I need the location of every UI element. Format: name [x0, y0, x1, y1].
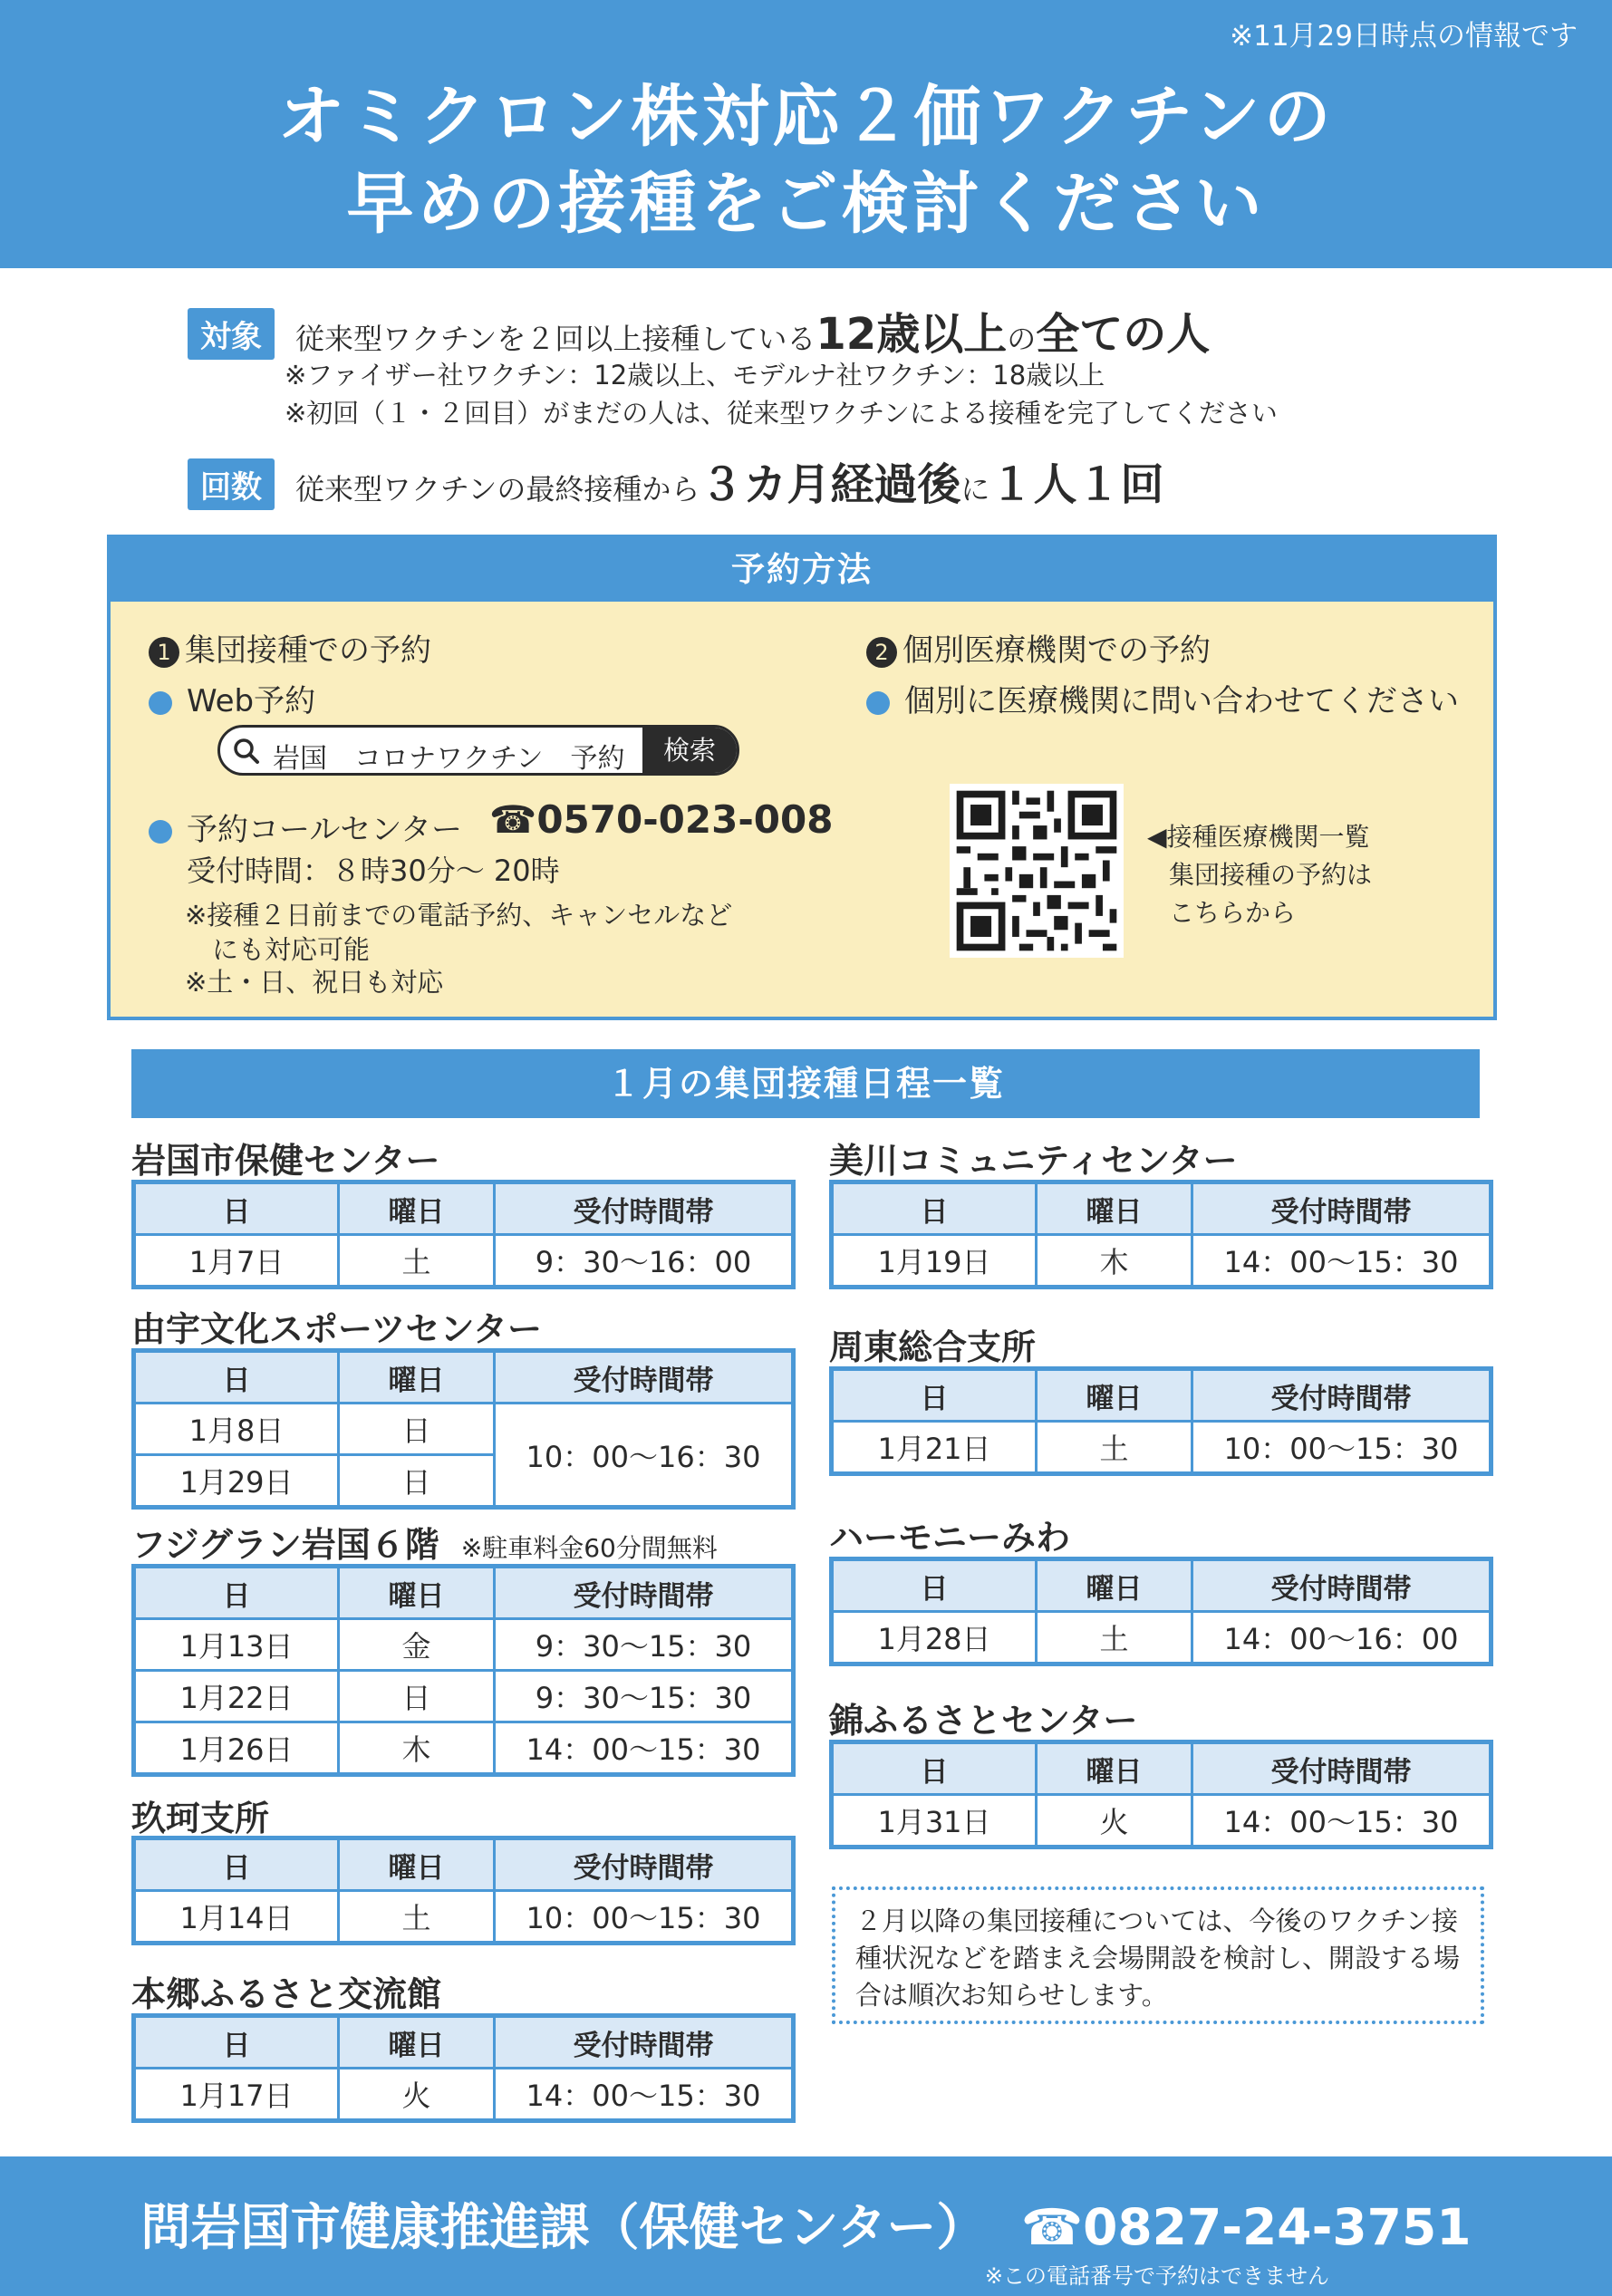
footer-contact [0, 2187, 1612, 2259]
col-weekday: 曜日 [339, 1838, 495, 1891]
cell-weekday: 土 [339, 1235, 495, 1288]
venue-name: 由宇文化スポーツセンター [131, 1309, 542, 1349]
count-text [295, 449, 1163, 512]
table-row [134, 1404, 794, 1455]
table-row [832, 1795, 1491, 1847]
table-row [134, 1891, 794, 1944]
cell-time: 10：00～15：30 [495, 1891, 794, 1944]
table-row [832, 1235, 1491, 1288]
qr-caption-1: ◀接種医療機関一覧 [1147, 822, 1370, 852]
col-day: 日 [832, 1742, 1037, 1795]
reservation-heading: 予約方法 [111, 538, 1493, 602]
target-age: 12歳以上 [816, 309, 1008, 360]
footer-phone-note: ※この電話番号で予約はできません [984, 2263, 1329, 2289]
venue-name-label: フジグラン岩国６階 [131, 1525, 439, 1565]
col-day: 日 [134, 1351, 339, 1404]
count-text-pre: 従来型ワクチンの最終接種から [295, 472, 700, 506]
venue-name: 美川コミュニティセンター [829, 1141, 1238, 1181]
cell-day: 1月19日 [832, 1235, 1037, 1288]
qr-caption-3: こちらから [1169, 898, 1297, 928]
header-banner [0, 0, 1612, 268]
table-row [832, 1612, 1491, 1664]
schedule-table [131, 1564, 796, 1777]
call-center-note-1b: にも対応可能 [212, 934, 371, 965]
col-day: 日 [134, 1567, 339, 1619]
search-box[interactable] [217, 725, 739, 776]
venue-name [131, 1517, 718, 1567]
cell-day: 1月13日 [134, 1619, 339, 1671]
venue-name: 錦ふるさとセンター [829, 1701, 1138, 1741]
col-day: 日 [134, 1838, 339, 1891]
call-center-note-1: ※接種２日前までの電話予約、キャンセルなど [185, 900, 733, 931]
cell-weekday: 土 [339, 1891, 495, 1944]
col-time: 受付時間帯 [495, 1567, 794, 1619]
table-row [134, 2069, 794, 2121]
col-weekday: 曜日 [1037, 1742, 1192, 1795]
cell-time: 9：30～15：30 [495, 1671, 794, 1722]
col-time: 受付時間帯 [495, 2016, 794, 2069]
col-day: 日 [134, 1182, 339, 1235]
col-weekday: 曜日 [339, 1351, 495, 1404]
cell-weekday: 土 [1037, 1612, 1192, 1664]
cell-weekday: 日 [339, 1671, 495, 1722]
venue-name: 岩国市保健センター [131, 1141, 440, 1181]
col-weekday: 曜日 [1037, 1369, 1192, 1422]
cell-day: 1月29日 [134, 1455, 339, 1508]
bullet-dot-icon [149, 691, 172, 715]
target-who: 全ての人 [1036, 309, 1211, 360]
target-text-pre: 従来型ワクチンを２回以上接種している [295, 322, 816, 356]
cell-weekday: 金 [339, 1619, 495, 1671]
web-reservation-label: Web予約 [187, 683, 316, 719]
cell-weekday: 土 [1037, 1422, 1192, 1474]
group-title-label: 集団接種での予約 [185, 632, 431, 669]
col-weekday: 曜日 [339, 2016, 495, 2069]
schedule-heading: １月の集団接種日程一覧 [131, 1049, 1480, 1118]
cell-time: 10：00～16：30 [495, 1404, 794, 1508]
cell-time: 9：30～16：00 [495, 1235, 794, 1288]
table-row [832, 1422, 1491, 1474]
search-button[interactable]: 検索 [642, 728, 737, 773]
schedule-table [131, 1836, 796, 1945]
cell-time: 14：00～16：00 [1192, 1612, 1491, 1664]
parking-note: ※駐車料金60分間無料 [460, 1533, 718, 1563]
cell-time: 14：00～15：30 [495, 2069, 794, 2121]
cell-day: 1月14日 [134, 1891, 339, 1944]
col-weekday: 曜日 [1037, 1559, 1192, 1612]
qr-code-icon [950, 784, 1124, 958]
target-note-2: ※初回（１・２回目）がまだの人は、従来型ワクチンによる接種を完了してください [285, 398, 1278, 429]
schedule-table [829, 1180, 1493, 1289]
cell-weekday: 木 [1037, 1235, 1192, 1288]
col-weekday: 曜日 [339, 1182, 495, 1235]
venue-name: 本郷ふるさと交流館 [131, 1974, 442, 2014]
individual-text [866, 676, 1459, 720]
cell-time: 9：30～15：30 [495, 1619, 794, 1671]
cell-day: 1月17日 [134, 2069, 339, 2121]
col-day: 日 [832, 1182, 1037, 1235]
count-times: １人１回 [989, 459, 1164, 510]
web-reservation [149, 676, 315, 720]
future-schedule-notice: ２月以降の集団接種については、今後のワクチン接種状況などを踏まえ会場開設を検討し、開設する場合は順次お知らせします。 [832, 1886, 1484, 2024]
schedule-table [131, 1348, 796, 1510]
schedule-table [829, 1740, 1493, 1849]
search-input[interactable]: 岩国 コロナワクチン 予約 [273, 743, 625, 775]
number-2-icon: 2 [866, 637, 897, 668]
individual-title [866, 625, 1211, 670]
individual-title-label: 個別医療機関での予約 [903, 632, 1211, 669]
cell-weekday: 火 [1037, 1795, 1192, 1847]
cell-weekday: 火 [339, 2069, 495, 2121]
call-center-hours: 受付時間：８時30分～ 20時 [187, 854, 560, 888]
venue-name: ハーモニーみわ [829, 1518, 1071, 1558]
bullet-dot-icon [149, 820, 172, 844]
col-day: 日 [832, 1369, 1037, 1422]
footer-contact-label: 問岩国市健康推進課（保健センター） [140, 2198, 987, 2256]
cell-time: 14：00～15：30 [495, 1722, 794, 1775]
count-months: ３カ月経過後 [700, 459, 961, 510]
cell-day: 1月28日 [832, 1612, 1037, 1664]
schedule-table [829, 1557, 1493, 1666]
col-day: 日 [134, 2016, 339, 2069]
cell-day: 1月31日 [832, 1795, 1037, 1847]
col-time: 受付時間帯 [495, 1351, 794, 1404]
call-center [149, 805, 462, 849]
cell-time: 14：00～15：30 [1192, 1235, 1491, 1288]
search-icon [233, 738, 260, 765]
cell-day: 1月26日 [134, 1722, 339, 1775]
col-time: 受付時間帯 [1192, 1742, 1491, 1795]
footer-banner [0, 2156, 1612, 2296]
col-weekday: 曜日 [1037, 1182, 1192, 1235]
venue-name: 周東総合支所 [829, 1327, 1037, 1367]
col-time: 受付時間帯 [1192, 1182, 1491, 1235]
col-time: 受付時間帯 [1192, 1559, 1491, 1612]
call-center-label: 予約コールセンター [187, 812, 462, 848]
cell-time: 10：00～15：30 [1192, 1422, 1491, 1474]
page-title-line1: オミクロン株対応２価ワクチンの [277, 78, 1335, 156]
page-title-line2: 早めの接種をご検討ください [346, 165, 1266, 243]
group-title [149, 625, 431, 670]
col-time: 受付時間帯 [1192, 1369, 1491, 1422]
col-weekday: 曜日 [339, 1567, 495, 1619]
schedule-table [131, 1180, 796, 1289]
table-row [134, 1235, 794, 1288]
qr-code[interactable] [950, 784, 1124, 958]
call-center-note-2: ※土・日、祝日も対応 [185, 967, 444, 998]
call-center-phone: ☎0570-023-008 [489, 797, 834, 842]
qr-caption-2: 集団接種の予約は [1169, 860, 1373, 890]
bullet-dot-icon [866, 691, 890, 715]
cell-time: 14：00～15：30 [1192, 1795, 1491, 1847]
cell-day: 1月22日 [134, 1671, 339, 1722]
table-row [134, 1722, 794, 1775]
individual-text-label: 個別に医療機関に問い合わせてください [904, 683, 1459, 719]
col-time: 受付時間帯 [495, 1182, 794, 1235]
count-text-mid: に [960, 472, 990, 506]
as-of-note: ※11月29日時点の情報です [1230, 20, 1578, 53]
cell-day: 1月7日 [134, 1235, 339, 1288]
schedule-table [131, 2013, 796, 2123]
target-note-1: ※ファイザー社ワクチン：12歳以上、モデルナ社ワクチン：18歳以上 [285, 360, 1105, 391]
col-day: 日 [832, 1559, 1037, 1612]
cell-weekday: 木 [339, 1722, 495, 1775]
count-tag: 回数 [188, 458, 275, 510]
venue-name: 玖珂支所 [131, 1799, 270, 1838]
target-tag: 対象 [188, 308, 275, 360]
cell-weekday: 日 [339, 1404, 495, 1455]
table-row [134, 1671, 794, 1722]
number-1-icon: 1 [149, 637, 179, 668]
target-text-mid: の [1007, 322, 1037, 356]
cell-weekday: 日 [339, 1455, 495, 1508]
cell-day: 1月21日 [832, 1422, 1037, 1474]
target-text [295, 299, 1210, 362]
table-row [134, 1619, 794, 1671]
cell-day: 1月8日 [134, 1404, 339, 1455]
schedule-table [829, 1366, 1493, 1476]
footer-phone: ☎0827-24-3751 [1020, 2198, 1472, 2256]
col-time: 受付時間帯 [495, 1838, 794, 1891]
